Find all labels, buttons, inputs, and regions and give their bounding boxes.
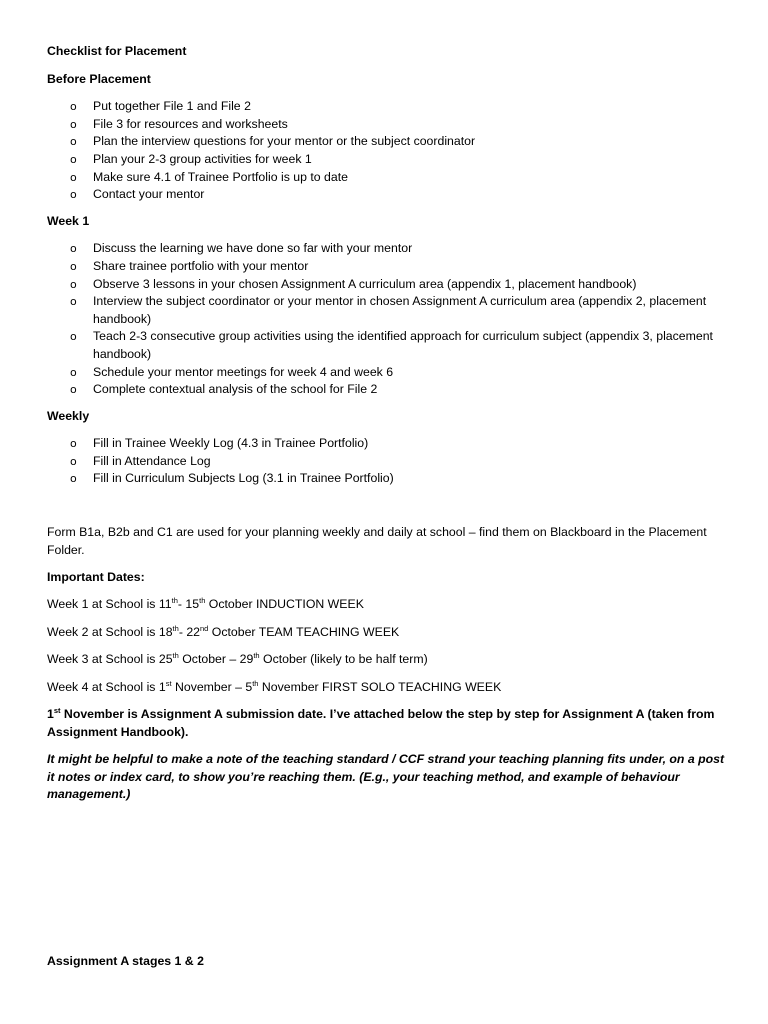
checklist-week-1 xyxy=(47,240,727,398)
date-line-week-1: Week 1 at School is 11th- 15th October INDUCTION WEEK xyxy=(47,596,364,612)
checklist-weekly xyxy=(47,435,727,488)
circle-bullet-icon: o xyxy=(70,437,77,451)
list-item: o Complete contextual analysis of the school for File 2 xyxy=(47,381,727,399)
list-item: o Fill in Curriculum Subjects Log (3.1 in Trainee Portfolio) xyxy=(47,470,727,488)
circle-bullet-icon: o xyxy=(70,100,77,114)
assignment-stages-heading: Assignment A stages 1 & 2 xyxy=(47,954,204,968)
date-line-week-3: Week 3 at School is 25th October – 29th October (likely to be half term) xyxy=(47,651,428,667)
list-item: o Share trainee portfolio with your mentor xyxy=(47,258,727,276)
list-item: o Plan your 2-3 group activities for week 1 xyxy=(47,151,727,169)
circle-bullet-icon: o xyxy=(70,295,77,309)
document-page xyxy=(47,43,727,814)
circle-bullet-icon: o xyxy=(70,330,77,344)
list-item: o File 3 for resources and worksheets xyxy=(47,116,727,134)
forms-note: Form B1a, B2b and C1 are used for your planning weekly and daily at school – find them on Blackboard in the Placement Folder. xyxy=(47,525,707,557)
circle-bullet-icon: o xyxy=(70,454,77,468)
circle-bullet-icon: o xyxy=(70,135,77,149)
circle-bullet-icon: o xyxy=(70,277,77,291)
document-title: Checklist for Placement xyxy=(47,44,187,58)
submission-note: 1st November is Assignment A submission date. I’ve attached below the step by step for Assignment A (taken from Assignment Handbook). xyxy=(47,706,715,739)
teaching-standard-tip: It might be helpful to make a note of the teaching standard / CCF strand your teaching planning fits under, on a post it notes or index card, to show you’re reaching them. (E.g., your teaching method, and example of behaviour management.) xyxy=(47,751,725,802)
section-heading-before-placement: Before Placement xyxy=(47,71,151,86)
section-heading-week-1: Week 1 xyxy=(47,213,90,228)
list-item: o Contact your mentor xyxy=(47,186,727,204)
list-item: o Fill in Trainee Weekly Log (4.3 in Trainee Portfolio) xyxy=(47,435,727,453)
list-item: o Make sure 4.1 of Trainee Portfolio is up to date xyxy=(47,169,727,187)
circle-bullet-icon: o xyxy=(70,472,77,486)
list-item: o Teach 2-3 consecutive group activities using the identified approach for curriculum subject (appendix 3, placement handbook) xyxy=(70,329,713,361)
important-dates-heading: Important Dates: xyxy=(47,570,145,585)
list-item: o Interview the subject coordinator or your mentor in chosen Assignment A curriculum area (appendix 2, placement handbook) xyxy=(70,294,707,326)
list-item: o Discuss the learning we have done so far with your mentor xyxy=(47,240,727,258)
circle-bullet-icon: o xyxy=(70,117,77,131)
circle-bullet-icon: o xyxy=(70,152,77,166)
circle-bullet-icon: o xyxy=(70,188,77,202)
circle-bullet-icon: o xyxy=(70,170,77,184)
circle-bullet-icon: o xyxy=(70,242,77,256)
list-item: o Observe 3 lessons in your chosen Assignment A curriculum area (appendix 1, placement handbook) xyxy=(47,276,727,294)
list-item: o Schedule your mentor meetings for week 4 and week 6 xyxy=(47,364,727,382)
section-heading-weekly: Weekly xyxy=(47,408,90,423)
circle-bullet-icon: o xyxy=(70,259,77,273)
date-line-week-4: Week 4 at School is 1st November – 5th November FIRST SOLO TEACHING WEEK xyxy=(47,678,502,694)
list-item: o Plan the interview questions for your mentor or the subject coordinator xyxy=(47,133,727,151)
circle-bullet-icon: o xyxy=(70,383,77,397)
checklist-before-placement xyxy=(47,98,727,204)
list-item: o Put together File 1 and File 2 xyxy=(47,98,727,116)
list-item: o Fill in Attendance Log xyxy=(47,453,727,471)
date-line-week-2: Week 2 at School is 18th- 22nd October TEAM TEACHING WEEK xyxy=(47,623,400,639)
circle-bullet-icon: o xyxy=(70,365,77,379)
